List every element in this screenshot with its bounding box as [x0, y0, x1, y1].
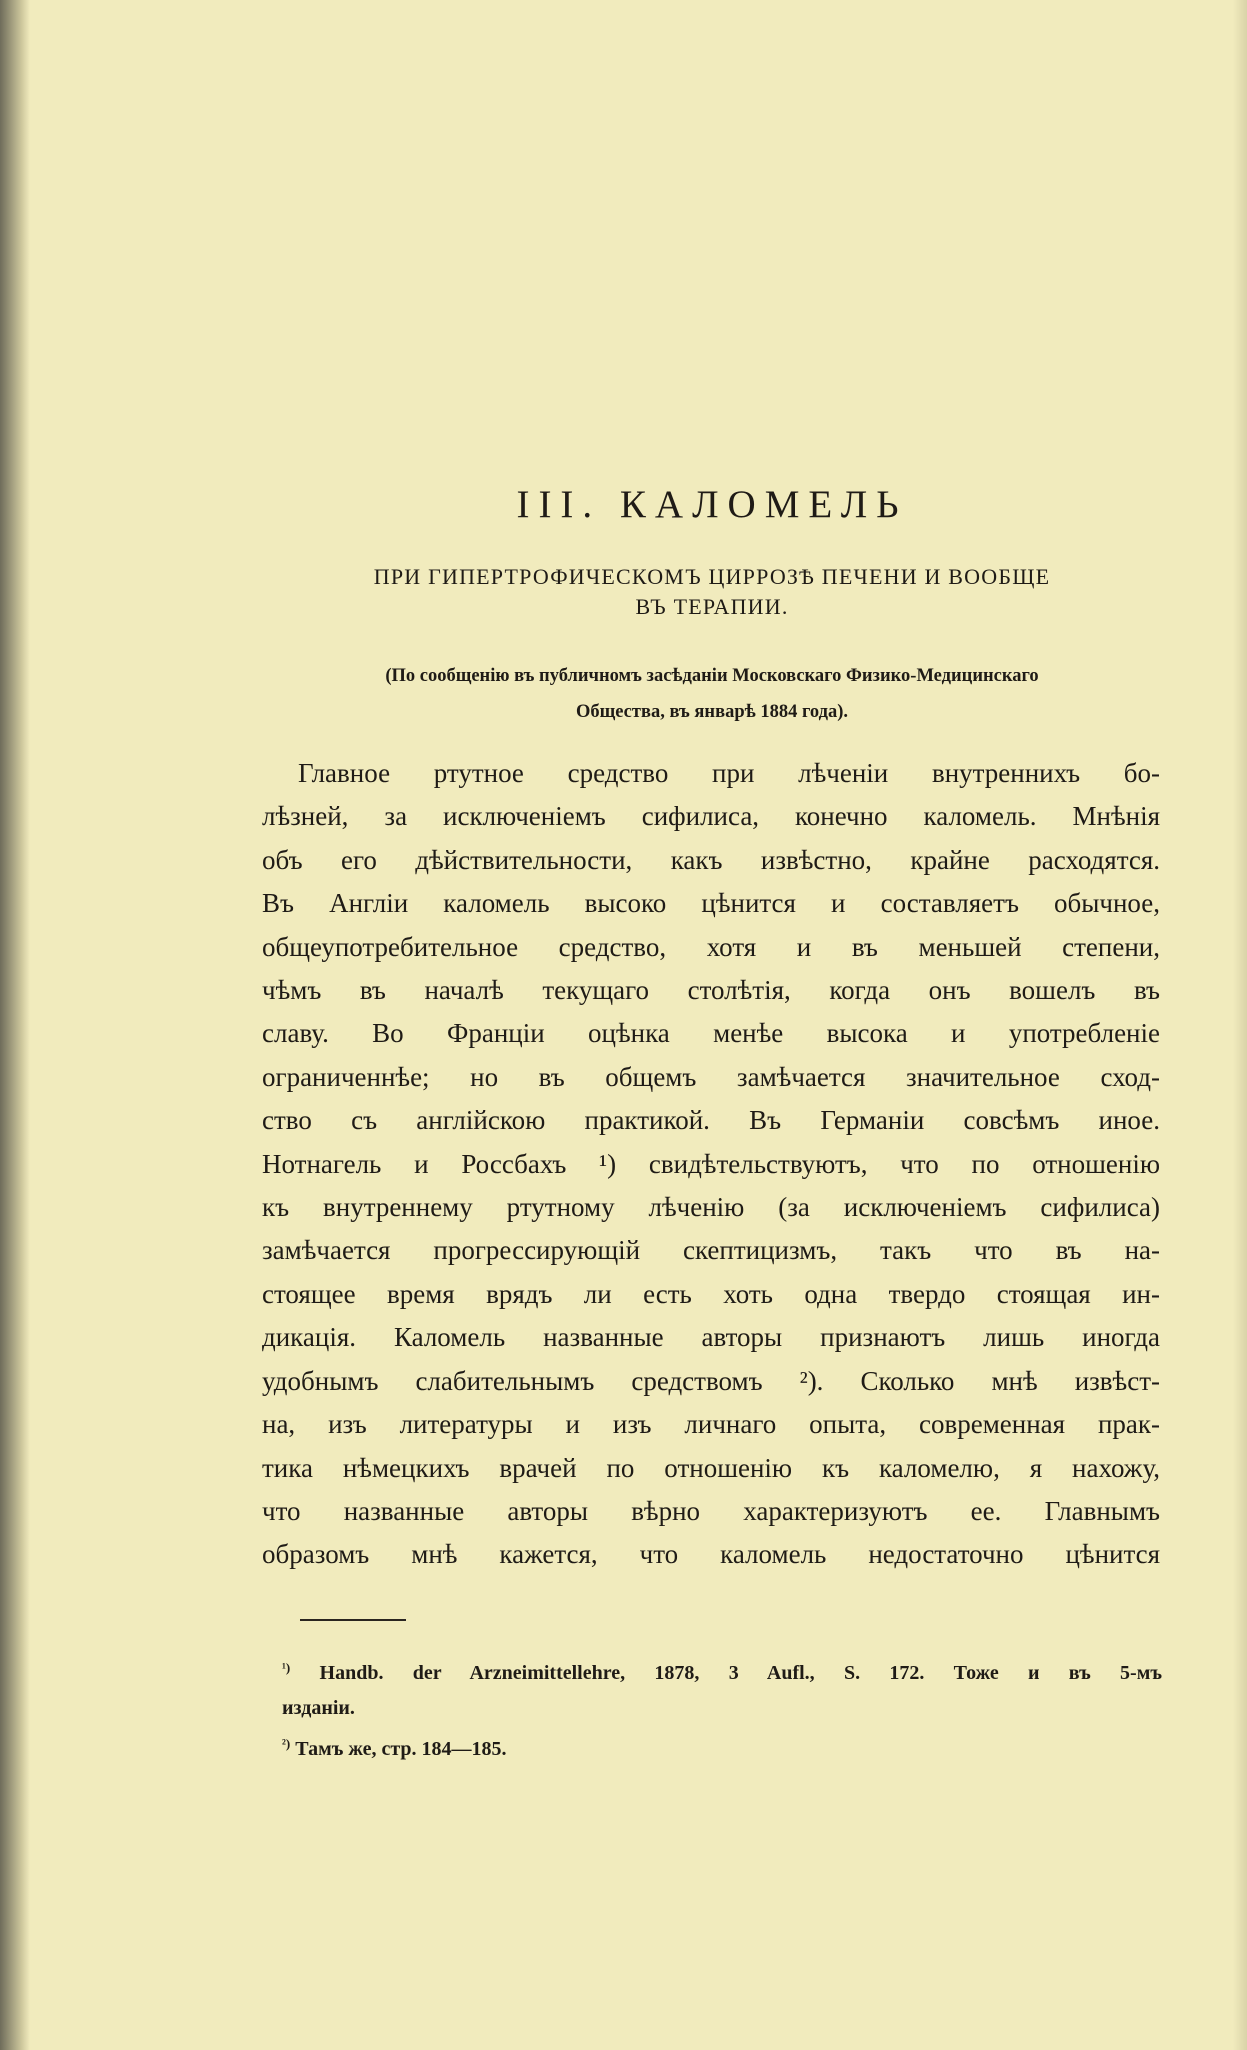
body-line: на, изъ литературы и изъ личнаго опыта, современная прак- [262, 1409, 1160, 1440]
body-line: Нотнагель и Россбахъ ¹) свидѣтельствуютъ, что по отношенію [262, 1148, 1160, 1179]
body-line: лѣзней, за исключеніемъ сифилиса, конечно каломель. Мнѣнія [262, 801, 1160, 832]
body-line: ограниченнѣе; но въ общемъ замѣчается значительное сход- [262, 1061, 1160, 1092]
body-line: объ его дѣйствительности, какъ извѣстно, крайне расходятся. [262, 844, 1160, 875]
body-line: къ внутреннему ртутному лѣченію (за исключеніемъ сифилиса) [262, 1192, 1160, 1223]
footnotes [282, 1650, 1162, 1767]
body-line: Главное ртутное средство при лѣченіи внутреннихъ бо- [298, 758, 1160, 788]
body-paragraph [262, 752, 1160, 1577]
body-line: что названные авторы вѣрно характеризуютъ ее. Главнымъ [262, 1495, 1160, 1526]
body-line: дикація. Каломель названные авторы признаютъ лишь иногда [262, 1322, 1160, 1353]
page-edge-shadow [0, 0, 30, 2050]
body-line: замѣчается прогрессирующій скептицизмъ, такъ что въ на- [262, 1235, 1160, 1266]
body-line: ство съ англійскою практикой. Въ Германіи совсѣмъ иное. [262, 1105, 1160, 1136]
body-line: общеупотребительное средство, хотя и въ меньшей степени, [262, 931, 1160, 962]
footnote-1-continued: изданіи. [282, 1697, 355, 1719]
body-line: чѣмъ въ началѣ текущаго столѣтія, когда онъ вошелъ въ [262, 975, 1160, 1006]
body-line: славу. Во Франціи оцѣнка менѣе высока и употребленіе [262, 1018, 1160, 1049]
presentation-note [262, 658, 1162, 730]
body-line: образомъ мнѣ кажется, что каломель недостаточно цѣнится [262, 1539, 1160, 1570]
footnote-2-mark: ²) [282, 1736, 291, 1751]
chapter-subtitle [312, 562, 1112, 622]
body-line: тика нѣмецкихъ врачей по отношенію къ каломелю, я нахожу, [262, 1452, 1160, 1483]
page-edge-right [1233, 0, 1247, 2050]
footnote-2-text: Тамъ же, стр. 184—185. [295, 1738, 507, 1760]
note-line-2: Общества, въ январѣ 1884 года). [575, 702, 849, 722]
note-line-1: (По сообщенію въ публичномъ засѣданіи Московскаго Физико-Медицинскаго [385, 666, 1039, 686]
subtitle-line-2: ВЪ ТЕРАПИИ. [635, 594, 789, 619]
footnote-divider [300, 1619, 406, 1621]
body-line: Въ Англіи каломель высоко цѣнится и составляетъ обычное, [262, 888, 1160, 919]
footnote-1 [282, 1650, 1162, 1691]
subtitle-line-1: ПРИ ГИПЕРТРОФИЧЕСКОМЪ ЦИРРОЗѢ ПЕЧЕНИ И ВООБЩЕ [373, 564, 1051, 589]
chapter-title: III. КАЛОМЕЛЬ [516, 483, 908, 526]
body-line: стоящее время врядъ ли есть хоть одна твердо стоящая ин- [262, 1278, 1160, 1309]
body-line: удобнымъ слабительнымъ средствомъ ²). Сколько мнѣ извѣст- [262, 1365, 1160, 1396]
footnote-1-text: Handb. der Arzneimittellehre, 1878, 3 Aufl., S. 172. Тоже и въ 5-мъ [319, 1662, 1162, 1684]
footnote-1-mark: ¹) [282, 1660, 291, 1675]
footnote-2 [282, 1726, 1162, 1767]
